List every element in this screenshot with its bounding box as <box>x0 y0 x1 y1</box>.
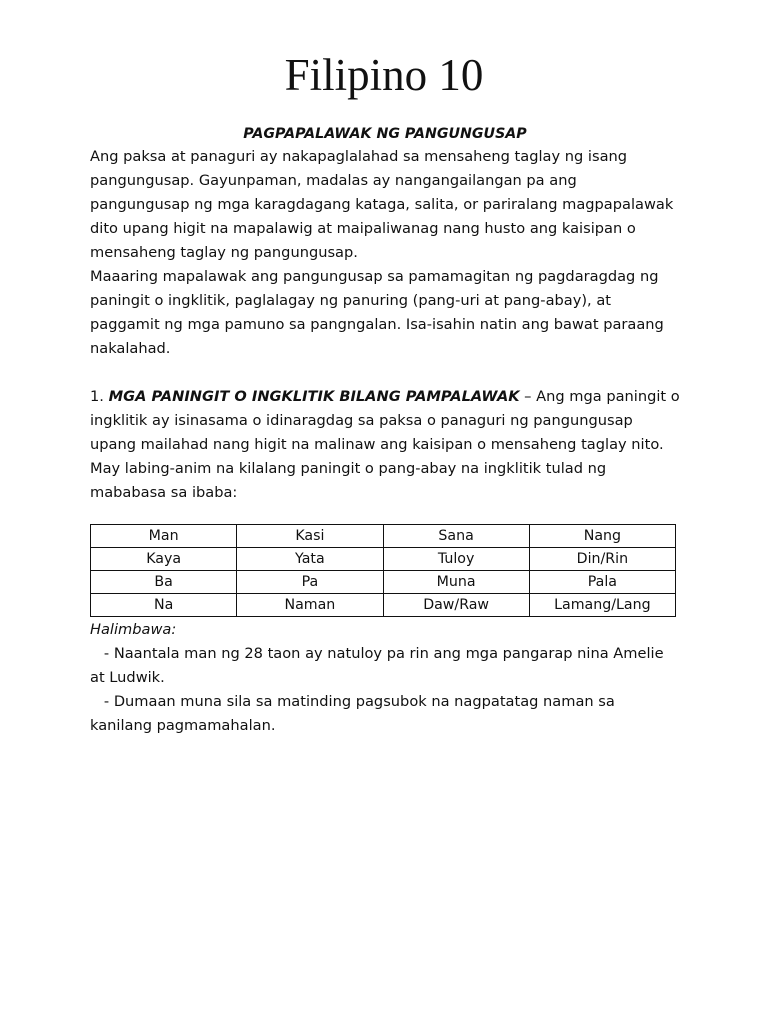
table-cell: Naman <box>237 594 383 617</box>
table-cell: Na <box>91 594 237 617</box>
section-heading: PAGPAPALAWAK NG PANGUNGUSAP <box>243 126 527 142</box>
table-cell: Pala <box>529 571 675 594</box>
table-cell: Nang <box>529 525 675 548</box>
table-cell: Tuloy <box>383 548 529 571</box>
example-2: - Dumaan muna sila sa matinding pagsubok na nagpatatag naman sa kanilang pagmamahalan. <box>90 693 615 734</box>
table-row <box>91 571 676 594</box>
table-row <box>91 548 676 571</box>
table-row <box>91 525 676 548</box>
item-1-heading: MGA PANINGIT O INGKLITIK BILANG PAMPALAWAK <box>108 388 520 405</box>
paragraph-spacer <box>90 361 680 385</box>
table-row <box>91 594 676 617</box>
document-body <box>90 124 680 738</box>
table-cell: Ba <box>91 571 237 594</box>
table-cell: Man <box>91 525 237 548</box>
item-1-dash: – <box>519 388 537 405</box>
particles-table <box>90 524 676 617</box>
item-1-paragraph <box>90 385 680 505</box>
second-paragraph: Maaaring mapalawak ang pangungusap sa pamamagitan ng pagdaragdag ng paningit o ingklitik, paglalagay ng panuring (pang-uri at pang-abay), at paggamit ng mga pamuno sa pangngalan. Isa-isahin natin ang bawat paraang nakalahad. <box>90 268 664 357</box>
table-cell: Pa <box>237 571 383 594</box>
table-cell: Din/Rin <box>529 548 675 571</box>
item-1-number: 1. <box>90 388 104 405</box>
item-1-body: Ang mga paningit o ingklitik ay isinasama o idinaragdag sa paksa o panaguri ng pangungusap upang mailahad nang higit na malinaw ang kaisipan o mensaheng taglay nito. May labing-anim na kilalang paningit o pang-abay na ingklitik tulad ng mababasa sa ibaba: <box>90 388 680 501</box>
table-cell: Kaya <box>91 548 237 571</box>
example-1: - Naantala man ng 28 taon ay natuloy pa rin ang mga pangarap nina Amelie at Ludwik. <box>90 645 664 686</box>
table-cell: Kasi <box>237 525 383 548</box>
table-cell: Yata <box>237 548 383 571</box>
examples-label: Halimbawa: <box>90 621 177 638</box>
table-cell: Sana <box>383 525 529 548</box>
intro-paragraph: Ang paksa at panaguri ay nakapaglalahad sa mensaheng taglay ng isang pangungusap. Gayunpaman, madalas ay nangangailangan pa ang pangungusap ng mga karagdagang kataga, salita, or pariralang magpapalawak dito upang higit na mapalawig at maipaliwanag nang husto ang kaisipan o mensaheng taglay ng pangungusap. <box>90 148 674 261</box>
table-cell: Daw/Raw <box>383 594 529 617</box>
table-cell: Muna <box>383 571 529 594</box>
document-title: Filipino 10 <box>284 50 484 100</box>
table-cell: Lamang/Lang <box>529 594 675 617</box>
